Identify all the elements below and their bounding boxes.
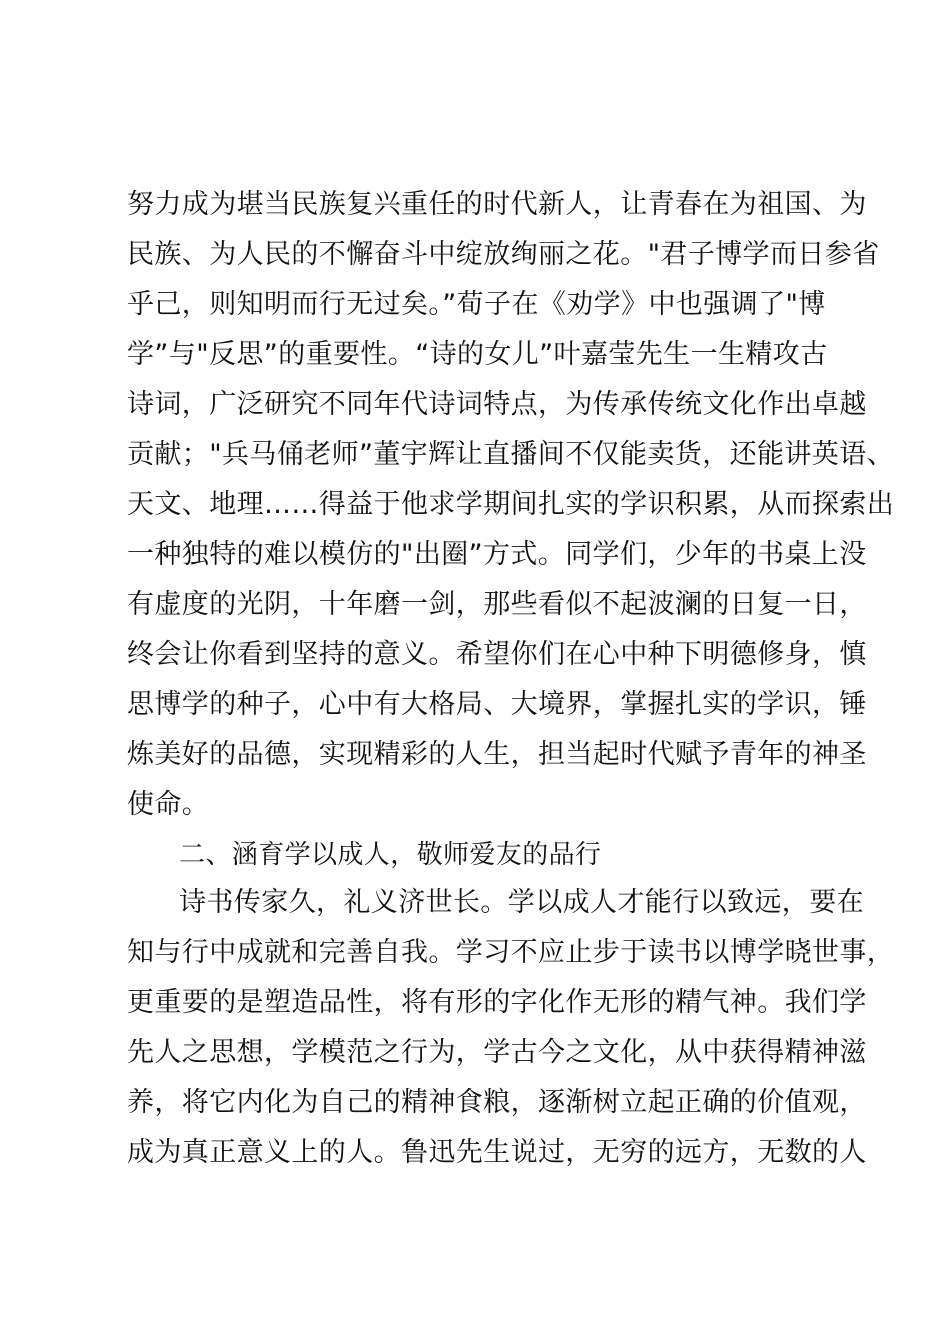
paragraph-line: 一种独特的难以模仿的"出圈”方式。同学们，少年的书桌上没 [127, 539, 867, 570]
paragraph-line: 先人之思想，学模范之行为，学古今之文化，从中获得精神滋 [127, 1037, 867, 1068]
paragraph-line: 使命。 [127, 789, 210, 820]
paragraph-line: 努力成为堪当民族复兴重任的时代新人，让青春在为祖国、为 [127, 189, 867, 220]
section-heading: 二、涵育学以成人，敬师爱友的品行 [179, 840, 602, 870]
paragraph-line: 贡献；"兵马俑老师”董宇辉让直播间不仅能卖货，还能讲英语、 [127, 439, 895, 470]
paragraph-line: 学”与"反思”的重要性。“诗的女儿”叶嘉莹先生一生精攻古 [127, 339, 828, 370]
paragraph-line: 民族、为人民的不懈奋斗中绽放绚丽之花。"君子博学而日参省 [127, 239, 880, 270]
paragraph-line: 养，将它内化为自己的精神食粮，逐渐树立起正确的价值观， [127, 1087, 867, 1118]
paragraph-line: 乎己，则知明而行无过矣。”荀子在《劝学》中也强调了"博 [127, 289, 826, 320]
paragraph-line: 诗书传家久，礼义济世长。学以成人才能行以致远，要在 [179, 887, 864, 918]
paragraph-line: 终会让你看到坚持的意义。希望你们在心中种下明德修身，慎 [127, 639, 867, 670]
paragraph-line: 炼美好的品德，实现精彩的人生，担当起时代赋予青年的神圣 [127, 739, 867, 770]
paragraph-line: 知与行中成就和完善自我。学习不应止步于读书以博学晓世事， [127, 937, 895, 968]
paragraph-line: 诗词，广泛研究不同年代诗词特点，为传承传统文化作出卓越 [127, 389, 867, 420]
paragraph-line: 有虚度的光阴，十年磨一剑，那些看似不起波澜的日复一日， [127, 589, 867, 620]
paragraph-line: 思博学的种子，心中有大格局、大境界，掌握扎实的学识，锤 [127, 689, 867, 720]
paragraph-line: 成为真正意义上的人。鲁迅先生说过，无穷的远方，无数的人 [127, 1137, 867, 1168]
paragraph-line: 更重要的是塑造品性，将有形的字化作无形的精气神。我们学 [127, 987, 867, 1018]
paragraph-line: 天文、地理……得益于他求学期间扎实的学识积累，从而探索出 [127, 489, 895, 520]
